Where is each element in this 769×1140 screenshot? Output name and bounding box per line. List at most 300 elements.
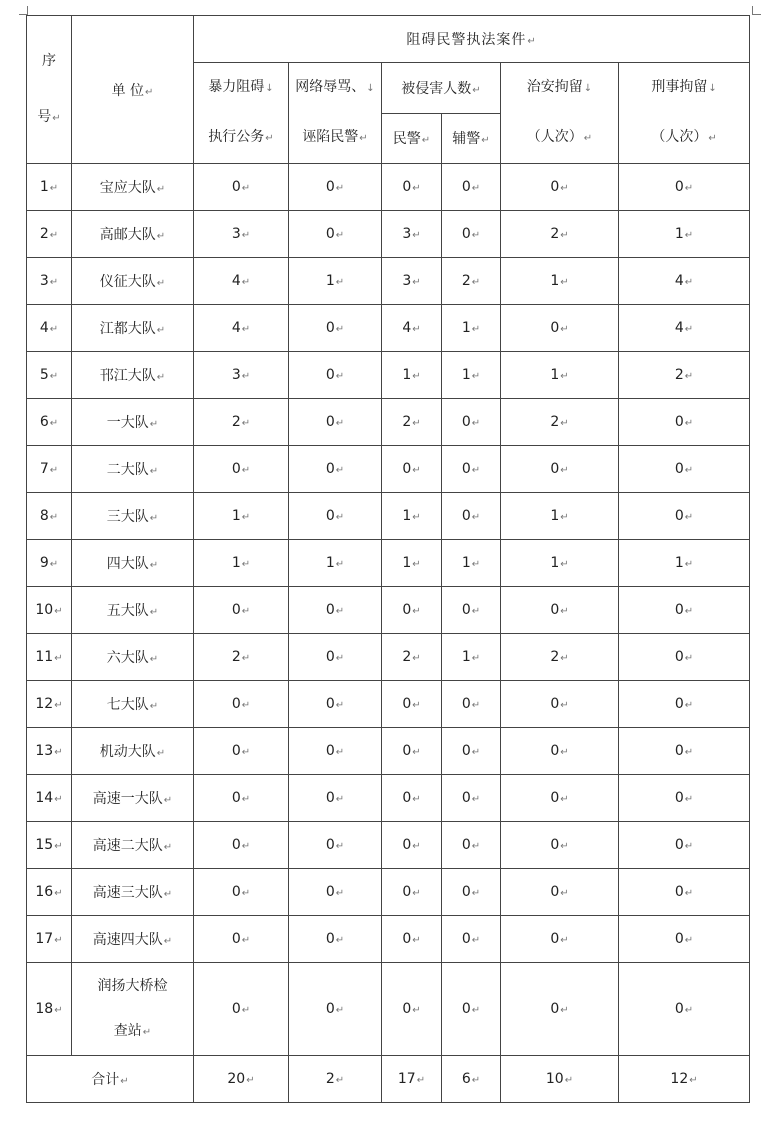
cell-criminal — [619, 681, 750, 728]
cell-unit-value: 宝应大队 — [99, 180, 156, 196]
line-break-mark: ↓ — [583, 83, 593, 94]
cell-seq — [27, 211, 72, 258]
cell-violence-value: 0 — [231, 743, 241, 759]
header-security-line2: （人次） — [526, 129, 583, 145]
cell-violence — [194, 352, 289, 399]
cell-criminal-value: 2 — [674, 367, 684, 383]
paragraph-mark: ↵ — [471, 277, 481, 288]
paragraph-mark: ↵ — [335, 935, 345, 946]
cell-police-value: 0 — [402, 884, 412, 900]
paragraph-mark: ↵ — [359, 133, 368, 144]
cell-criminal — [619, 728, 750, 775]
cell-seq-value: 1 — [39, 179, 49, 195]
cell-seq-value: 14 — [35, 790, 54, 806]
cell-police-value: 0 — [402, 837, 412, 853]
cell-seq — [27, 164, 72, 211]
paragraph-mark: ↵ — [335, 230, 345, 241]
paragraph-mark: ↵ — [241, 465, 251, 476]
table-row — [27, 775, 750, 822]
paragraph-mark: ↵ — [142, 1026, 152, 1038]
paragraph-mark: ↵ — [412, 277, 421, 288]
cell-unit — [72, 540, 194, 587]
cell-criminal-value: 0 — [674, 602, 684, 618]
cell-security — [501, 634, 619, 681]
paragraph-mark: ↵ — [335, 183, 345, 194]
cell-auxiliary — [442, 258, 501, 305]
cell-criminal — [619, 822, 750, 869]
cell-police — [382, 493, 442, 540]
cell-security — [501, 728, 619, 775]
paragraph-mark: ↵ — [412, 1005, 421, 1016]
paragraph-mark: ↵ — [49, 277, 59, 288]
paragraph-mark: ↵ — [684, 747, 694, 758]
paragraph-mark: ↵ — [560, 606, 569, 617]
paragraph-mark: ↵ — [49, 230, 59, 241]
cell-auxiliary-value: 0 — [461, 790, 471, 806]
total-criminal-value: 12 — [670, 1071, 689, 1087]
header-victims-label: 被侵害人数 — [401, 80, 472, 97]
cell-violence — [194, 728, 289, 775]
table-row — [27, 869, 750, 916]
paragraph-mark: ↵ — [412, 653, 421, 664]
cell-unit — [72, 963, 194, 1056]
cell-seq-value: 7 — [39, 461, 49, 477]
total-criminal — [619, 1056, 750, 1103]
paragraph-mark: ↵ — [560, 747, 569, 758]
page-corner-mark — [19, 6, 28, 15]
cell-unit-value: 三大队 — [106, 509, 149, 525]
total-auxiliary — [442, 1056, 501, 1103]
cell-criminal-value: 4 — [674, 273, 684, 289]
header-seq-line1: 序 — [42, 52, 56, 69]
cell-police-value: 0 — [402, 461, 412, 477]
group-title-text: 阻碍民警执法案件 — [406, 32, 527, 48]
cell-online-value: 0 — [325, 179, 335, 195]
cell-violence-value: 2 — [231, 414, 241, 430]
paragraph-mark: ↵ — [471, 183, 481, 194]
paragraph-mark: ↵ — [335, 324, 345, 335]
total-violence — [194, 1056, 289, 1103]
cell-seq — [27, 540, 72, 587]
cell-violence — [194, 446, 289, 493]
cell-criminal-value: 0 — [674, 931, 684, 947]
paragraph-mark: ↵ — [246, 1075, 255, 1086]
paragraph-mark: ↵ — [163, 889, 173, 900]
cell-seq — [27, 446, 72, 493]
cell-violence-value: 2 — [231, 649, 241, 665]
header-police-label: 民警 — [392, 131, 421, 148]
cell-seq-value: 6 — [39, 414, 49, 430]
cell-violence — [194, 963, 289, 1056]
total-auxiliary-value: 6 — [461, 1071, 471, 1087]
table-row — [27, 399, 750, 446]
cell-auxiliary-value: 0 — [461, 884, 471, 900]
cell-criminal — [619, 916, 750, 963]
cell-security-value: 0 — [550, 320, 560, 336]
cell-online-value: 0 — [325, 649, 335, 665]
cell-seq-value: 4 — [39, 320, 49, 336]
total-security — [501, 1056, 619, 1103]
cell-online-value: 0 — [325, 884, 335, 900]
paragraph-mark: ↵ — [560, 559, 569, 570]
cell-unit — [72, 493, 194, 540]
paragraph-mark: ↵ — [412, 371, 421, 382]
paragraph-mark: ↵ — [560, 418, 569, 429]
paragraph-mark: ↵ — [54, 888, 63, 899]
cell-auxiliary — [442, 399, 501, 446]
cell-online-value: 0 — [325, 1001, 335, 1017]
cell-violence-value: 0 — [231, 837, 241, 853]
cell-unit-value: 四大队 — [106, 556, 149, 572]
cell-auxiliary — [442, 916, 501, 963]
table-body — [27, 16, 750, 1103]
cell-violence — [194, 775, 289, 822]
cell-auxiliary — [442, 493, 501, 540]
paragraph-mark: ↵ — [54, 841, 63, 852]
cell-violence-value: 3 — [231, 226, 241, 242]
cell-police — [382, 211, 442, 258]
cell-criminal-value: 0 — [674, 1001, 684, 1017]
paragraph-mark: ↵ — [335, 841, 345, 852]
cell-criminal — [619, 634, 750, 681]
cell-auxiliary-value: 0 — [461, 837, 471, 853]
paragraph-mark: ↵ — [684, 794, 694, 805]
cell-police — [382, 258, 442, 305]
paragraph-mark: ↵ — [412, 888, 421, 899]
cell-security-value: 1 — [550, 367, 560, 383]
paragraph-mark: ↵ — [412, 512, 421, 523]
paragraph-mark: ↵ — [241, 747, 251, 758]
cell-online — [289, 728, 382, 775]
cell-unit-value: 邗江大队 — [99, 368, 156, 384]
paragraph-mark: ↵ — [335, 1075, 345, 1086]
table-row — [27, 164, 750, 211]
paragraph-mark: ↵ — [163, 936, 173, 947]
paragraph-mark: ↵ — [241, 230, 251, 241]
paragraph-mark: ↵ — [335, 277, 345, 288]
paragraph-mark: ↵ — [412, 841, 421, 852]
paragraph-mark: ↵ — [471, 935, 481, 946]
cell-auxiliary — [442, 446, 501, 493]
cell-online-value: 0 — [325, 461, 335, 477]
cell-police-value: 3 — [402, 273, 412, 289]
cell-unit-value: 高速二大队 — [92, 838, 163, 854]
cell-violence — [194, 869, 289, 916]
paragraph-mark: ↵ — [472, 84, 481, 96]
cell-police-value: 0 — [402, 696, 412, 712]
cell-unit-value: 六大队 — [106, 650, 149, 666]
paragraph-mark: ↵ — [471, 653, 481, 664]
cell-violence-value: 0 — [231, 884, 241, 900]
cell-police-value: 1 — [402, 508, 412, 524]
cell-violence — [194, 587, 289, 634]
cell-violence-value: 0 — [231, 602, 241, 618]
cell-auxiliary — [442, 775, 501, 822]
table-row — [27, 587, 750, 634]
paragraph-mark: ↵ — [560, 1005, 569, 1016]
cell-criminal-value: 0 — [674, 649, 684, 665]
cell-criminal-value: 1 — [674, 555, 684, 571]
paragraph-mark: ↵ — [560, 888, 569, 899]
paragraph-mark: ↵ — [560, 935, 569, 946]
paragraph-mark: ↵ — [241, 888, 251, 899]
cell-police-value: 2 — [402, 414, 412, 430]
paragraph-mark: ↵ — [54, 1005, 63, 1016]
cell-security — [501, 493, 619, 540]
cell-police — [382, 916, 442, 963]
cell-auxiliary-value: 0 — [461, 931, 471, 947]
cell-online-value: 0 — [325, 320, 335, 336]
cell-seq-value: 15 — [35, 837, 54, 853]
header-online-line2: 诬陷民警 — [302, 129, 359, 145]
cell-police — [382, 164, 442, 211]
cell-criminal-value: 0 — [674, 696, 684, 712]
cell-violence — [194, 681, 289, 728]
cell-security-value: 2 — [550, 414, 560, 430]
cell-police — [382, 869, 442, 916]
paragraph-mark: ↵ — [241, 700, 251, 711]
cell-seq-value: 16 — [35, 884, 54, 900]
cell-violence-value: 0 — [231, 931, 241, 947]
paragraph-mark: ↵ — [241, 512, 251, 523]
header-violence-line1: 暴力阻碍 — [208, 79, 265, 95]
paragraph-mark: ↵ — [684, 1005, 694, 1016]
cell-unit-value: 润扬大桥检 查站 — [97, 977, 168, 1039]
total-row — [27, 1056, 750, 1103]
cell-unit-value: 高邮大队 — [99, 227, 156, 243]
cell-online — [289, 963, 382, 1056]
cell-online — [289, 540, 382, 587]
cell-auxiliary-value: 0 — [461, 508, 471, 524]
cell-online-value: 0 — [325, 226, 335, 242]
cell-violence-value: 0 — [231, 179, 241, 195]
cell-online — [289, 493, 382, 540]
cell-unit — [72, 399, 194, 446]
paragraph-mark: ↵ — [49, 559, 59, 570]
paragraph-mark: ↵ — [684, 935, 694, 946]
total-online-value: 2 — [325, 1071, 335, 1087]
cell-seq — [27, 822, 72, 869]
cell-security-value: 0 — [550, 837, 560, 853]
cell-seq — [27, 728, 72, 775]
cell-security-value: 0 — [550, 884, 560, 900]
cell-violence-value: 0 — [231, 1001, 241, 1017]
cell-unit — [72, 681, 194, 728]
table-row — [27, 540, 750, 587]
paragraph-mark: ↵ — [241, 935, 251, 946]
cell-police — [382, 822, 442, 869]
cell-criminal-value: 0 — [674, 179, 684, 195]
cell-security-value: 1 — [550, 555, 560, 571]
cell-online-value: 1 — [325, 273, 335, 289]
table-row — [27, 916, 750, 963]
cell-security — [501, 446, 619, 493]
table-row — [27, 446, 750, 493]
cell-security — [501, 587, 619, 634]
cell-criminal — [619, 305, 750, 352]
cell-online — [289, 775, 382, 822]
paragraph-mark: ↵ — [412, 747, 421, 758]
cell-online-value: 0 — [325, 414, 335, 430]
paragraph-mark: ↵ — [560, 512, 569, 523]
cell-criminal — [619, 211, 750, 258]
line-break-mark: ↓ — [265, 83, 274, 94]
cell-seq-value: 3 — [39, 273, 49, 289]
table-row — [27, 728, 750, 775]
cell-police — [382, 681, 442, 728]
cell-violence — [194, 540, 289, 587]
cell-seq — [27, 258, 72, 305]
table-row — [27, 305, 750, 352]
paragraph-mark: ↵ — [156, 372, 166, 383]
paragraph-mark: ↵ — [156, 278, 166, 289]
paragraph-mark: ↵ — [49, 324, 59, 335]
table-row — [27, 211, 750, 258]
cell-seq — [27, 775, 72, 822]
cell-auxiliary — [442, 728, 501, 775]
paragraph-mark: ↵ — [335, 794, 345, 805]
paragraph-mark: ↵ — [471, 606, 481, 617]
paragraph-mark: ↵ — [684, 324, 694, 335]
paragraph-mark: ↵ — [560, 794, 569, 805]
paragraph-mark: ↵ — [560, 277, 569, 288]
cell-security — [501, 822, 619, 869]
paragraph-mark: ↵ — [163, 842, 173, 853]
paragraph-mark: ↵ — [335, 559, 345, 570]
cell-violence-value: 1 — [231, 508, 241, 524]
cell-auxiliary — [442, 164, 501, 211]
paragraph-mark: ↵ — [52, 112, 61, 124]
paragraph-mark: ↵ — [471, 794, 481, 805]
cell-criminal — [619, 164, 750, 211]
cell-online — [289, 399, 382, 446]
cell-security-value: 0 — [550, 602, 560, 618]
paragraph-mark: ↵ — [708, 133, 717, 144]
cell-unit — [72, 869, 194, 916]
cell-unit — [72, 211, 194, 258]
cell-criminal — [619, 869, 750, 916]
cell-violence-value: 4 — [231, 273, 241, 289]
paragraph-mark: ↵ — [335, 888, 345, 899]
cell-police — [382, 399, 442, 446]
cell-auxiliary-value: 1 — [461, 367, 471, 383]
total-security-value: 10 — [545, 1071, 564, 1087]
cell-auxiliary — [442, 587, 501, 634]
paragraph-mark: ↵ — [684, 277, 694, 288]
paragraph-mark: ↵ — [560, 371, 569, 382]
paragraph-mark: ↵ — [335, 512, 345, 523]
cell-unit-value: 高速四大队 — [92, 932, 163, 948]
cell-unit-value: 江都大队 — [99, 321, 156, 337]
paragraph-mark: ↵ — [471, 1075, 481, 1086]
cell-police — [382, 352, 442, 399]
cell-seq-value: 10 — [35, 602, 54, 618]
paragraph-mark: ↵ — [49, 465, 59, 476]
cell-criminal-value: 0 — [674, 790, 684, 806]
paragraph-mark: ↵ — [471, 324, 481, 335]
paragraph-mark: ↵ — [241, 324, 251, 335]
table-row — [27, 822, 750, 869]
paragraph-mark: ↵ — [412, 700, 421, 711]
cell-auxiliary-value: 0 — [461, 226, 471, 242]
paragraph-mark: ↵ — [684, 465, 694, 476]
cell-police-value: 1 — [402, 367, 412, 383]
total-label-value: 合计 — [91, 1072, 120, 1088]
paragraph-mark: ↵ — [54, 794, 63, 805]
cell-criminal-value: 0 — [674, 508, 684, 524]
cell-violence — [194, 305, 289, 352]
cell-police-value: 1 — [402, 555, 412, 571]
paragraph-mark: ↵ — [241, 371, 251, 382]
header-seq — [27, 16, 72, 164]
cell-auxiliary-value: 1 — [461, 649, 471, 665]
paragraph-mark: ↵ — [156, 184, 166, 195]
cell-violence — [194, 634, 289, 681]
cell-violence-value: 0 — [231, 696, 241, 712]
paragraph-mark: ↵ — [149, 701, 159, 712]
header-online — [289, 63, 382, 164]
cell-auxiliary-value: 1 — [461, 320, 471, 336]
cell-violence-value: 0 — [231, 461, 241, 477]
cell-police — [382, 634, 442, 681]
paragraph-mark: ↵ — [684, 559, 694, 570]
cell-police — [382, 305, 442, 352]
cell-unit — [72, 164, 194, 211]
cell-security — [501, 305, 619, 352]
cell-online-value: 0 — [325, 508, 335, 524]
paragraph-mark: ↵ — [241, 559, 251, 570]
cell-violence — [194, 399, 289, 446]
cell-security-value: 2 — [550, 226, 560, 242]
paragraph-mark: ↵ — [560, 230, 569, 241]
cell-police — [382, 446, 442, 493]
paragraph-mark: ↵ — [527, 36, 537, 47]
cell-criminal — [619, 446, 750, 493]
header-violence-line2: 执行公务 — [208, 129, 265, 145]
cell-online — [289, 446, 382, 493]
paragraph-mark: ↵ — [241, 183, 251, 194]
cell-security — [501, 258, 619, 305]
cell-criminal — [619, 493, 750, 540]
cell-seq — [27, 399, 72, 446]
cell-security — [501, 540, 619, 587]
paragraph-mark: ↵ — [412, 935, 421, 946]
cell-unit — [72, 587, 194, 634]
paragraph-mark: ↵ — [163, 795, 173, 806]
paragraph-mark: ↵ — [412, 230, 421, 241]
cell-online — [289, 634, 382, 681]
cell-seq — [27, 493, 72, 540]
paragraph-mark: ↵ — [564, 1075, 574, 1086]
cell-violence-value: 3 — [231, 367, 241, 383]
paragraph-mark: ↵ — [684, 418, 694, 429]
paragraph-mark: ↵ — [49, 512, 59, 523]
cell-violence-value: 4 — [231, 320, 241, 336]
cell-seq — [27, 634, 72, 681]
cell-auxiliary — [442, 540, 501, 587]
cell-criminal-value: 0 — [674, 414, 684, 430]
cell-violence-value: 1 — [231, 555, 241, 571]
paragraph-mark: ↵ — [684, 371, 694, 382]
cell-violence — [194, 164, 289, 211]
paragraph-mark: ↵ — [481, 135, 490, 147]
paragraph-mark: ↵ — [421, 135, 431, 147]
cell-criminal — [619, 963, 750, 1056]
paragraph-mark: ↵ — [412, 606, 421, 617]
paragraph-mark: ↵ — [684, 512, 694, 523]
paragraph-mark: ↵ — [560, 465, 569, 476]
cell-unit — [72, 728, 194, 775]
